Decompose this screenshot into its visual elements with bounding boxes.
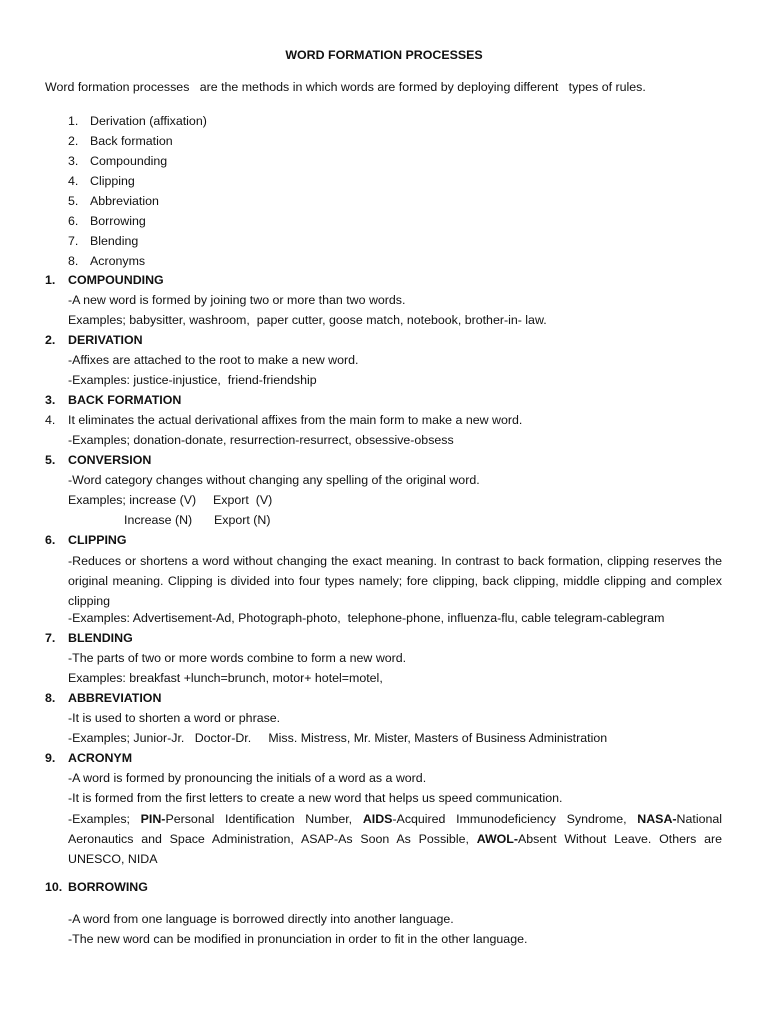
list-item: 7. Blending [68, 234, 139, 248]
section-heading-abbreviation: 8. ABBREVIATION [45, 691, 162, 705]
compounding-definition: -A new word is formed by joining two or more than two words. [68, 293, 406, 307]
abbreviation-definition: -It is used to shorten a word or phrase. [68, 711, 281, 725]
spacer [0, 869, 768, 880]
list-item: 3. Compounding [68, 154, 168, 168]
section-heading-borrowing: 10. BORROWING [45, 880, 148, 894]
list-item: 8. Acronyms [68, 254, 146, 268]
derivation-examples: -Examples: justice-injustice, friend-friendship [68, 373, 317, 387]
acronym-examples: -Examples; PIN-Personal Identification Number, AIDS-Acquired Immunodeficiency Syndrome, NASA-National Aeronautics and Space Administration, ASAP-As Soon As Possible, AWOL-Absent Without Leave. Others are UNESCO, NIDA [68, 812, 722, 866]
acronym-purpose: -It is formed from the first letters to create a new word that helps us speed communication. [68, 791, 563, 805]
conversion-definition: -Word category changes without changing any spelling of the original word. [68, 473, 480, 487]
section-heading-clipping: 6. CLIPPING [45, 533, 127, 547]
list-item: 6. Borrowing [68, 214, 146, 228]
list-item: 5. Abbreviation [68, 194, 159, 208]
conversion-examples-nouns: Increase (N) Export (N) [124, 513, 271, 527]
section-heading-compounding: 1. COMPOUNDING [45, 273, 164, 287]
section-heading-back-formation: 3. BACK FORMATION [45, 393, 182, 407]
list-item: 4. Clipping [68, 174, 135, 188]
back-formation-definition: 4. It eliminates the actual derivational affixes from the main form to make a new word. [45, 413, 523, 427]
list-item: 1. Derivation (affixation) [68, 114, 207, 128]
spacer [0, 900, 768, 912]
section-heading-conversion: 5. CONVERSION [45, 453, 152, 467]
list-item: 2. Back formation [68, 134, 173, 148]
intro-paragraph: Word formation processes are the methods in which words are formed by deploying different types of rules. [45, 80, 646, 94]
sections [0, 273, 768, 952]
section-heading-blending: 7. BLENDING [45, 631, 133, 645]
overview-list [0, 114, 768, 274]
blending-examples: Examples: breakfast +lunch=brunch, motor+ hotel=motel, [68, 671, 383, 685]
compounding-examples: Examples; babysitter, washroom, paper cutter, goose match, notebook, brother-in- law. [68, 313, 547, 327]
blending-definition: -The parts of two or more words combine to form a new word. [68, 651, 407, 665]
derivation-definition: -Affixes are attached to the root to make a new word. [68, 353, 359, 367]
borrowing-modification: -The new word can be modified in pronunciation in order to fit in the other language. [68, 932, 528, 946]
back-formation-examples: -Examples; donation-donate, resurrection-resurrect, obsessive-obsess [68, 433, 454, 447]
section-heading-derivation: 2. DERIVATION [45, 333, 143, 347]
section-heading-acronym: 9. ACRONYM [45, 751, 133, 765]
abbreviation-examples: -Examples; Junior-Jr. Doctor-Dr. Miss. Mistress, Mr. Mister, Masters of Business Administration [68, 731, 608, 745]
clipping-definition: -Reduces or shortens a word without changing the exact meaning. In contrast to back formation, clipping reserves the original meaning. Clipping is divided into four types namely; fore clipping, back clipping, middle clipping and complex clipping [68, 554, 722, 608]
clipping-examples: -Examples: Advertisement-Ad, Photograph-photo, telephone-phone, influenza-flu, cable telegram-cablegram [68, 611, 665, 625]
acronym-definition: -A word is formed by pronouncing the initials of a word as a word. [68, 771, 427, 785]
conversion-examples-verbs: Examples; increase (V) Export (V) [68, 493, 273, 507]
borrowing-definition: -A word from one language is borrowed directly into another language. [68, 912, 454, 926]
page-title: WORD FORMATION PROCESSES [285, 48, 483, 62]
